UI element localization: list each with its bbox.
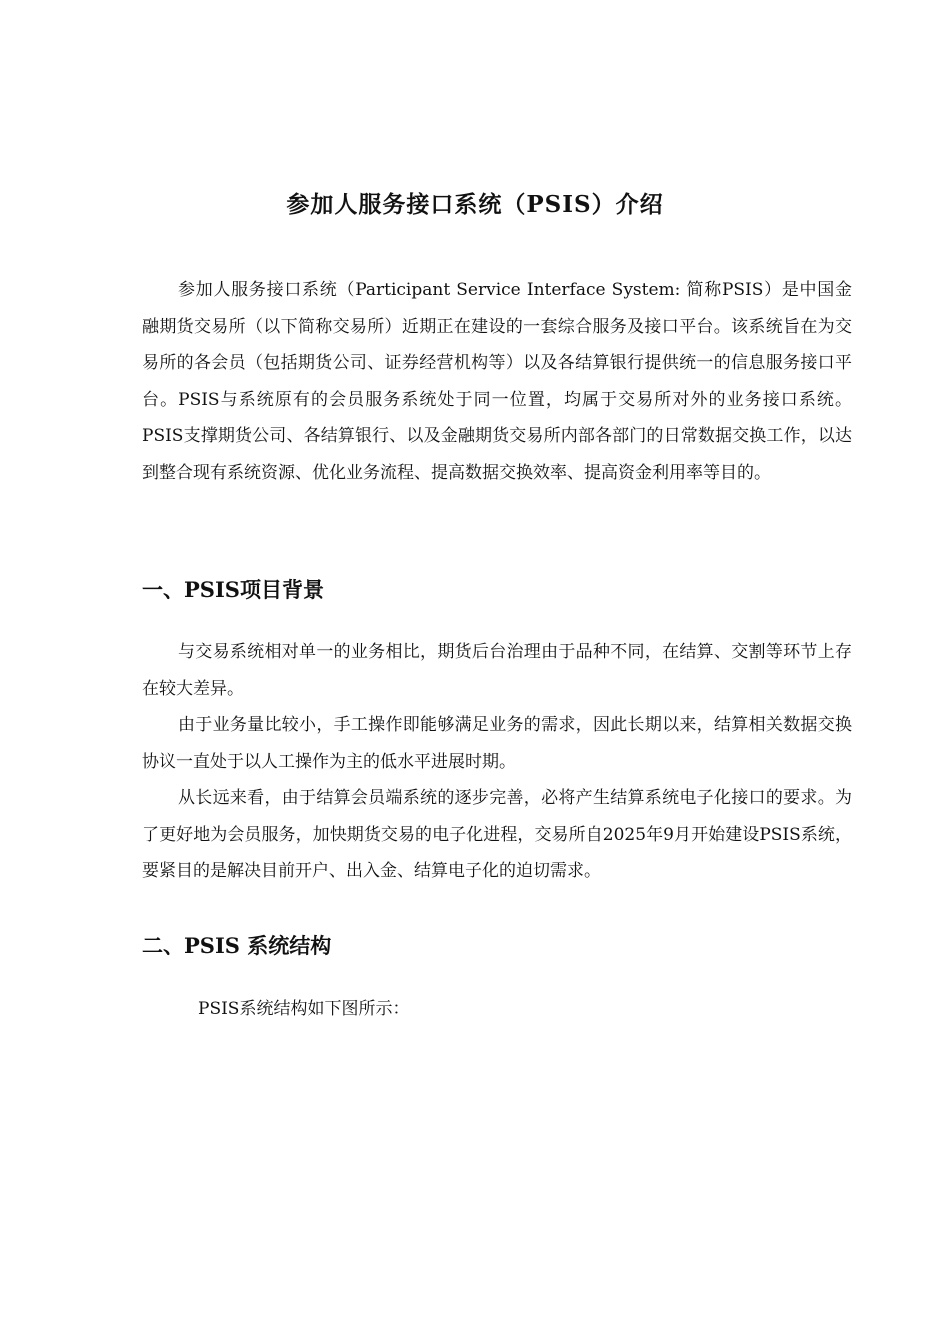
structure-paragraph: PSIS系统结构如下图所示：: [198, 999, 410, 1019]
background-section: [142, 634, 852, 890]
section-heading-structure: 二、PSIS 系统结构: [142, 933, 332, 958]
background-paragraph-1: 与交易系统相对单一的业务相比，期货后台治理由于品种不同，在结算、交割等环节上存在较大差异。: [142, 642, 852, 699]
document-title: 参加人服务接口系统（PSIS）介绍: [286, 191, 664, 218]
intro-paragraph: 参加人服务接口系统（Participant Service Interface System: 简称PSIS）是中国金融期货交易所（以下简称交易所）近期正在建设的一套综合服务及接口平台。该系统旨在为交易所的各会员（包括期货公司、证券经营机构等）以及各结算银行提供统一的信息服务接口平台。PSIS与系统原有的会员服务系统处于同一位置，均属于交易所对外的业务接口系统。PSIS支撑期货公司、各结算银行、以及金融期货交易所内部各部门的日常数据交换工作，以达到整合现有系统资源、优化业务流程、提高数据交换效率、提高资金利用率等目的。: [142, 280, 852, 483]
section-heading-background: 一、PSIS项目背景: [142, 577, 324, 602]
intro-section: [142, 272, 852, 491]
background-paragraph-3: 从长远来看，由于结算会员端系统的逐步完善，必将产生结算系统电子化接口的要求。为了更好地为会员服务，加快期货交易的电子化进程，交易所自2025年9月开始建设PSIS系统，要紧目的是解决目前开户、出入金、结算电子化的迫切需求。: [142, 788, 852, 881]
background-paragraph-2: 由于业务量比较小，手工操作即能够满足业务的需求，因此长期以来，结算相关数据交换协议一直处于以人工操作为主的低水平进展时期。: [142, 715, 852, 772]
